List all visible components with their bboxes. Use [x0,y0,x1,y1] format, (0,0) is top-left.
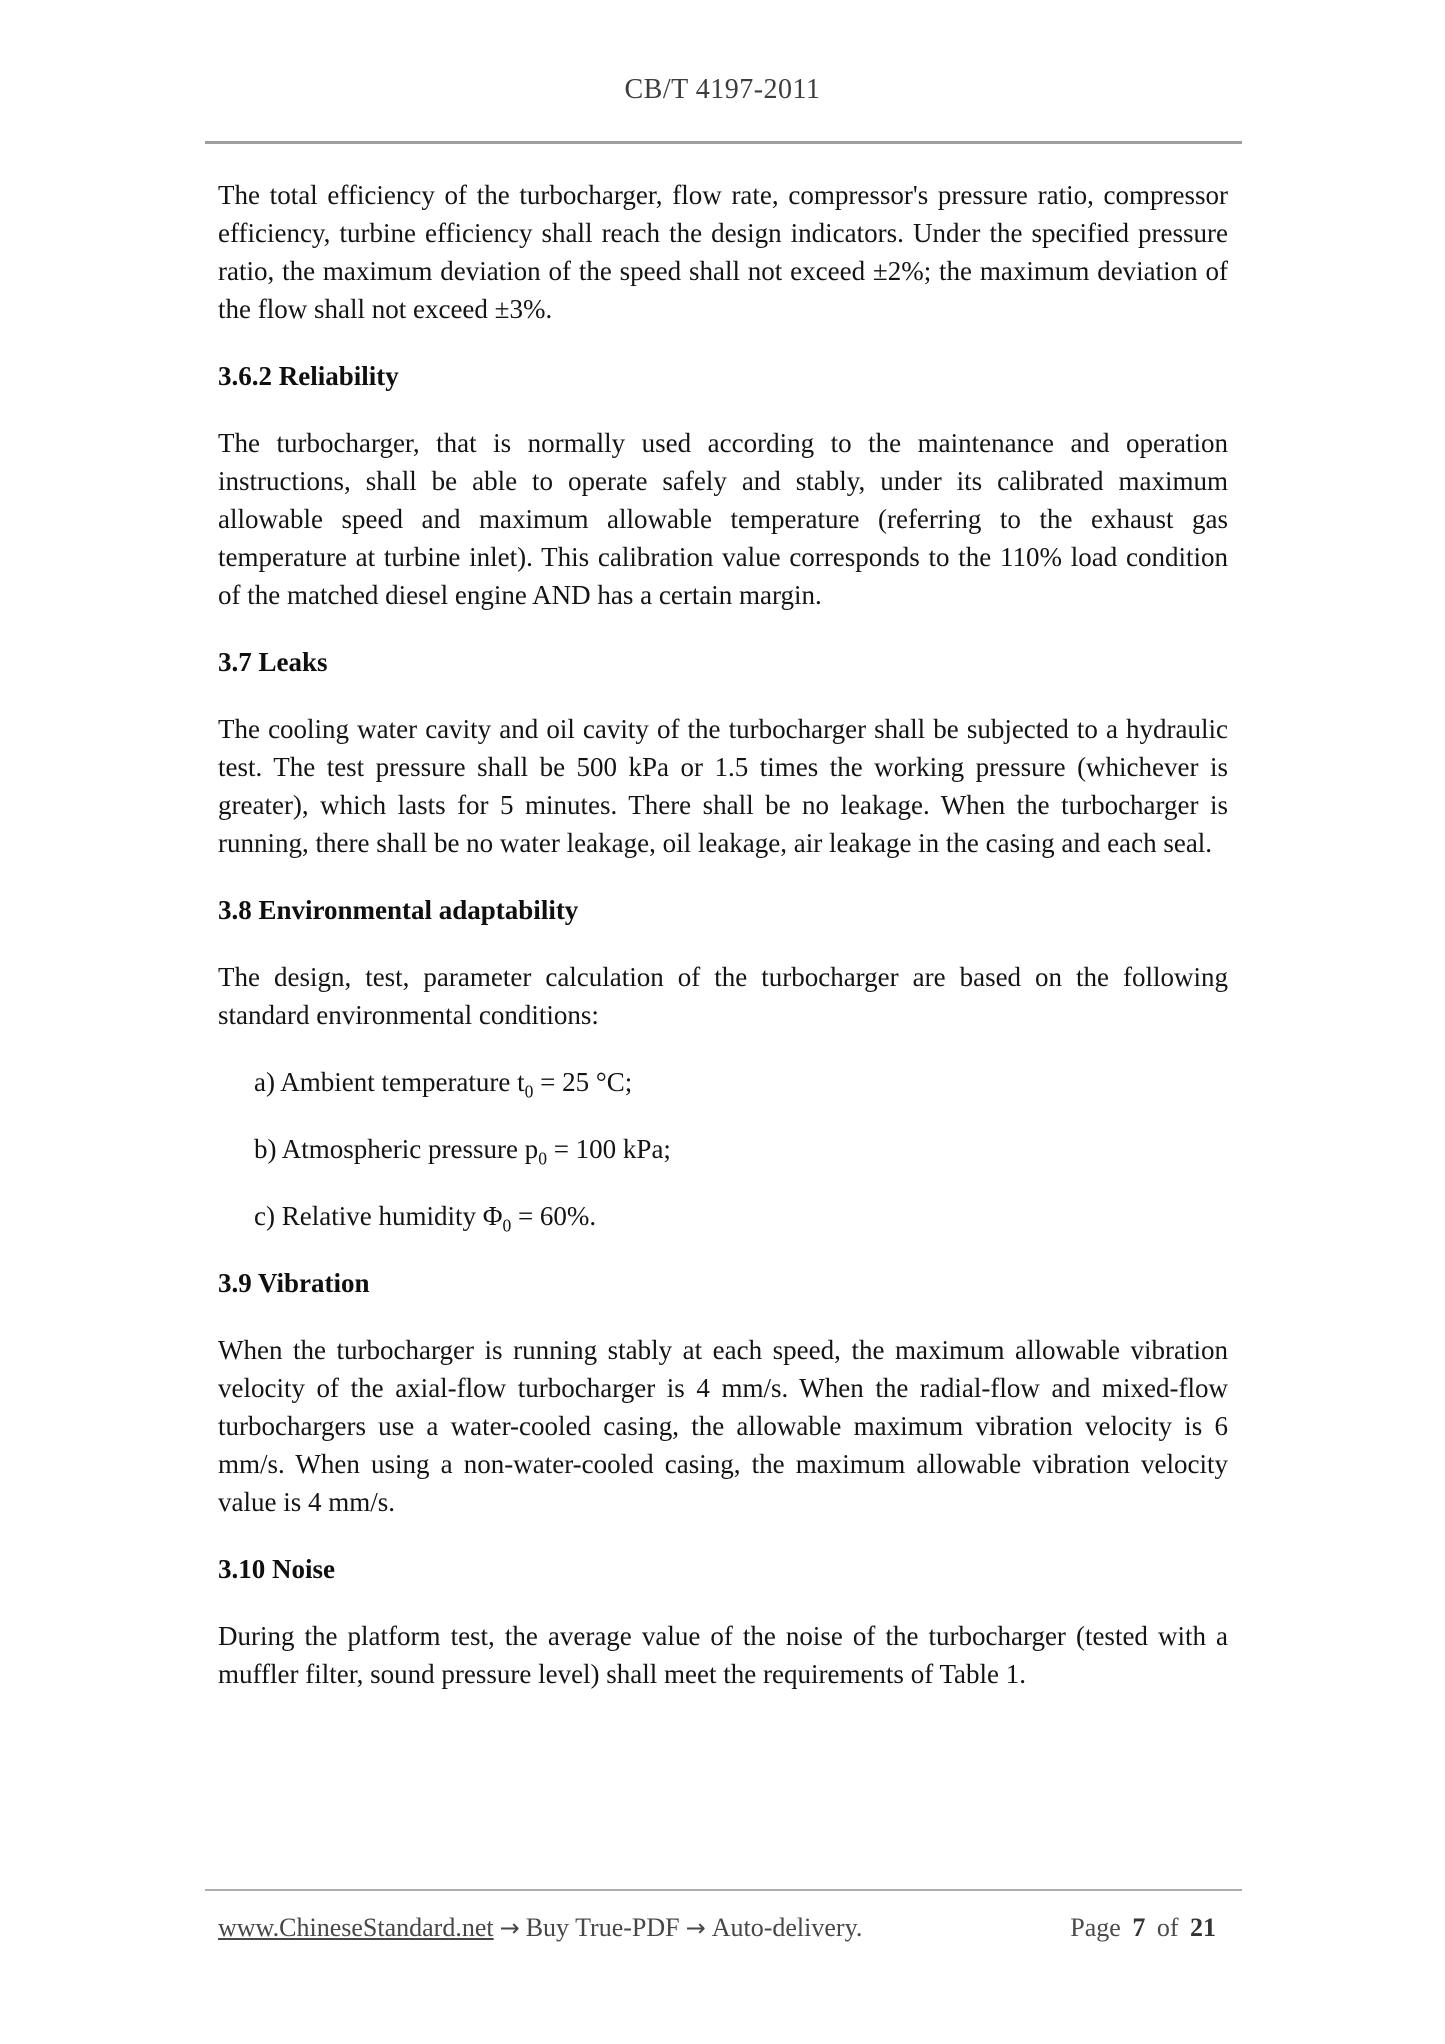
heading-vibration: 3.9 Vibration [218,1268,370,1298]
list-item-b-value: = 100 kPa; [546,1134,671,1164]
list-item-c-value: = 60%. [511,1201,597,1231]
footer-divider [205,1889,1242,1891]
document-header-title: CB/T 4197-2011 [624,74,821,105]
footer-promo [218,1909,862,1947]
paragraph-noise: During the platform test, the average value of the noise of the turbocharger (tested with a muffler filter, sound pressure level) shall meet the requirements of Table 1. [218,1621,1228,1689]
footer-delivery-text: Auto-delivery. [711,1913,863,1942]
heading-reliability: 3.6.2 Reliability [218,361,399,391]
list-item-b [218,1130,1228,1168]
footer-buy-text: Buy True-PDF [525,1913,680,1942]
page-of-label: of [1156,1913,1179,1942]
page-label: Page [1070,1913,1121,1942]
list-item-b-subscript: 0 [538,1148,547,1169]
page-current: 7 [1132,1913,1146,1942]
list-item-a [218,1063,1228,1101]
paragraph-vibration: When the turbocharger is running stably at each speed, the maximum allowable vibration velocity of the axial-flow turbocharger is 4 mm/s. When the radial-flow and mixed-flow turbochargers use a water-cooled casing, the allowable maximum vibration velocity is 6 mm/s. When using a non-water-cooled casing, the maximum allowable vibration velocity value is 4 mm/s. [218,1335,1228,1517]
list-item-b-text: b) Atmospheric pressure p [254,1134,539,1164]
arrow-right-icon: → [499,1914,520,1942]
page-number-indicator [1070,1909,1228,1947]
arrow-right-icon: → [685,1914,706,1942]
list-item-a-text: a) Ambient temperature t [254,1067,525,1097]
list-item-c-text: c) Relative humidity Φ [254,1201,503,1231]
list-item-c-subscript: 0 [502,1215,512,1236]
page-total: 21 [1190,1913,1216,1942]
document-footer [218,1909,1228,1947]
heading-environmental-adaptability: 3.8 Environmental adaptability [218,895,579,925]
list-item-c [218,1197,1228,1235]
paragraph-environmental-conditions: The design, test, parameter calculation of the turbocharger are based on the following standard environmental conditions: [218,962,1228,1030]
paragraph-leaks: The cooling water cavity and oil cavity of the turbocharger shall be subjected to a hydraulic test. The test pressure shall be 500 kPa or 1.5 times the working pressure (whichever is greater), which lasts for 5 minutes. There shall be no leakage. When the turbocharger is running, there shall be no water leakage, oil leakage, air leakage in the casing and each seal. [218,714,1228,858]
paragraph-reliability: The turbocharger, that is normally used according to the maintenance and operation instructions, shall be able to operate safely and stably, under its calibrated maximum allowable speed and maximum allowable temperature (referring to the exhaust gas temperature at turbine inlet). This calibration value corresponds to the 110% load condition of the matched diesel engine AND has a certain margin. [218,428,1228,610]
list-item-a-subscript: 0 [524,1081,534,1102]
header-divider [205,141,1242,144]
heading-leaks: 3.7 Leaks [218,647,328,677]
list-item-a-value: = 25 °C; [533,1067,633,1097]
paragraph-total-efficiency: The total efficiency of the turbocharger, flow rate, compressor's pressure ratio, compressor efficiency, turbine efficiency shall reach the design indicators. Under the specified pressure ratio, the maximum deviation of the speed shall not exceed ±2%; the maximum deviation of the flow shall not exceed ±3%. [218,180,1228,324]
heading-noise: 3.10 Noise [218,1554,335,1584]
document-body [218,176,1228,1722]
footer-website-link[interactable]: www.ChineseStandard.net [218,1913,494,1942]
